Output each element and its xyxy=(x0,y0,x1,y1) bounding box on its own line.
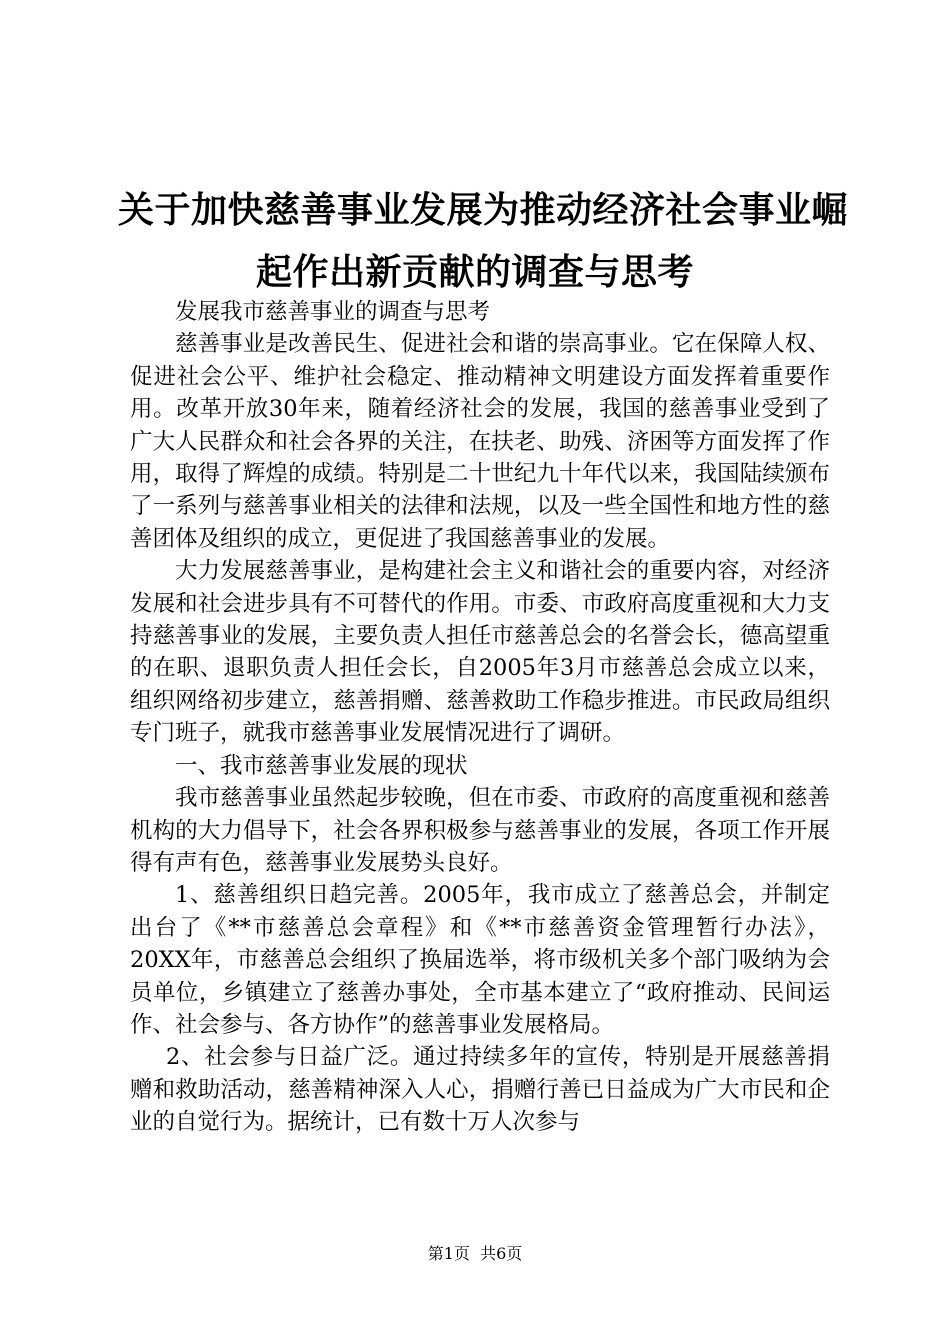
body-paragraph: 1、慈善组织日趋完善。2005年，我市成立了慈善总会，并制定出台了《**市慈善总会章程》和《**市慈善资金管理暂行办法》，20XX年，市慈善总会组织了换届选举，将市级机关多个部门吸纳为会员单位，乡镇建立了慈善办事处，全市基本建立了“政府推动、民间运作、社会参与、各方协作”的慈善事业发展格局。 xyxy=(130,882,830,1038)
section-heading: 一、我市慈善事业发展的现状 xyxy=(175,752,468,779)
subtitle-paragraph: 发展我市慈善事业的调查与思考 xyxy=(175,299,491,325)
document-body xyxy=(130,296,830,1139)
page-footer: 第1页 共6页 xyxy=(427,1244,523,1263)
body-paragraph: 慈善事业是改善民生、促进社会和谐的崇高事业。它在保障人权、促进社会公平、维护社会稳定、推动精神文明建设方面发挥着重要作用。改革开放30年来，随着经济社会的发展，我国的慈善事业受到了广大人民群众和社会各界的关注，在扶老、助残、济困等方面发挥了作用，取得了辉煌的成绩。特别是二十世纪九十年代以来，我国陆续颁布了一系列与慈善事业相关的法律和法规，以及一些全国性和地方性的慈善团体及组织的成立，更促进了我国慈善事业的发展。 xyxy=(130,331,830,552)
body-paragraph: 大力发展慈善事业，是构建社会主义和谐社会的重要内容，对经济发展和社会进步具有不可替代的作用。市委、市政府高度重视和大力支持慈善事业的发展，主要负责人担任市慈善总会的名誉会长，德高望重的在职、退职负责人担任会长，自2005年3月市慈善总会成立以来，组织网络初步建立，慈善捐赠、慈善救助工作稳步推进。市民政局组织专门班子，就我市慈善事业发展情况进行了调研。 xyxy=(130,558,830,747)
body-paragraph: 2、社会参与日益广泛。通过持续多年的宣传，特别是开展慈善捐赠和救助活动，慈善精神深入人心，捐赠行善已日益成为广大市民和企业的自觉行为。据统计，已有数十万人次参与 xyxy=(130,1044,830,1136)
document-title-line-1: 关于加快慈善事业发展为推动经济社会事业崛 xyxy=(118,189,849,231)
document-title-line-2: 起作出新贡献的调查与思考 xyxy=(255,251,694,293)
body-paragraph: 我市慈善事业虽然起步较晚，但在市委、市政府的高度重视和慈善机构的大力倡导下，社会各界积极参与慈善事业的发展，各项工作开展得有声有色，慈善事业发展势头良好。 xyxy=(130,785,830,876)
